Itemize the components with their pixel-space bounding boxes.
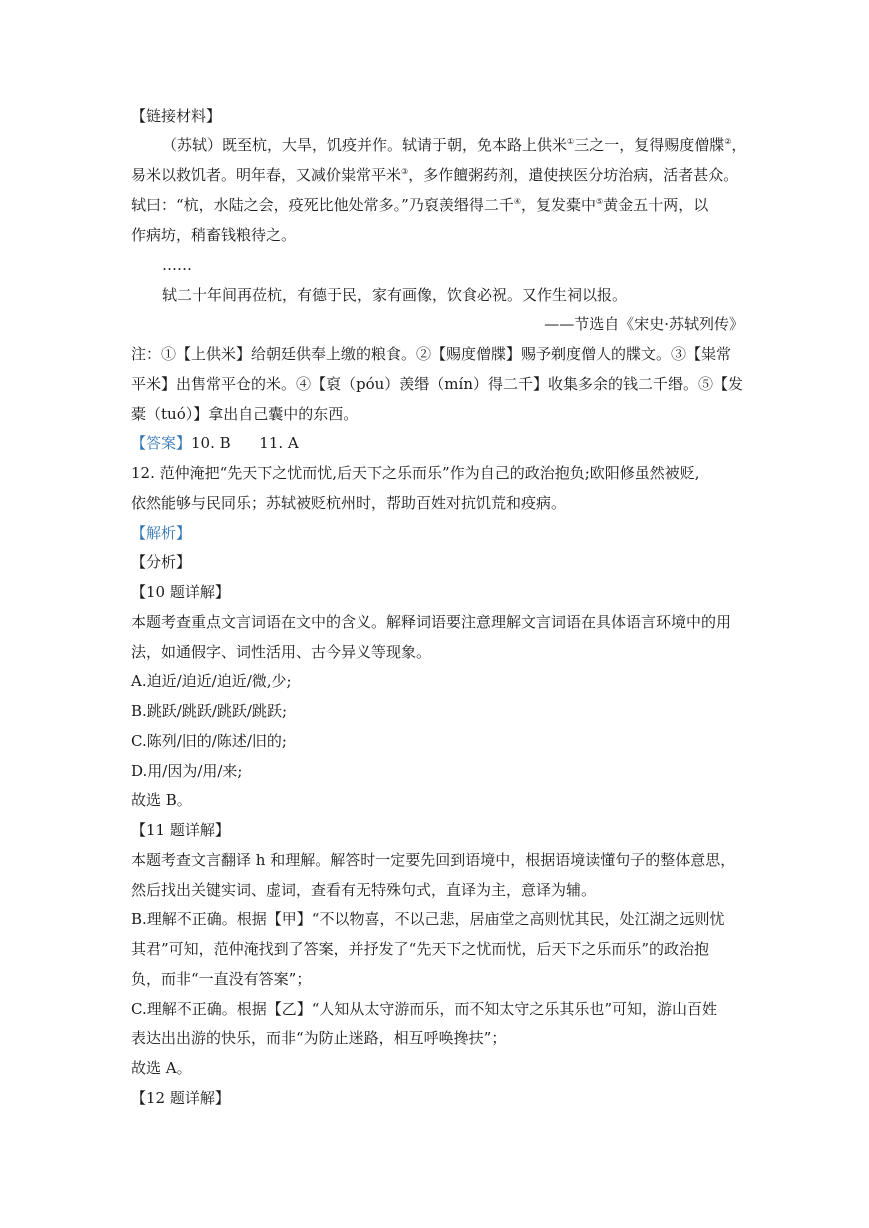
q11-conclusion: 故选 A。 (131, 1059, 192, 1077)
q11-option-b: 其君”可知，范仲淹找到了答案，并抒发了“先天下之忧而忧，后天下之乐而乐”的政治抱 (131, 940, 710, 958)
note-marker: ① (567, 137, 575, 146)
q10-explanation: 法，如通假字、词性活用、古今异义等现象。 (131, 643, 432, 661)
q10-option-c: C.陈列/旧的/陈述/旧的; (131, 732, 287, 750)
passage-line: （苏轼）既至杭，大旱，饥疫并作。轼请于朝，免本路上供米①三之一，复得赐度僧牒②， (162, 136, 747, 154)
q10-option-d: D.用/因为/用/来; (131, 762, 243, 780)
answer-q12-line: 12. 范仲淹把“先天下之忧而忧,后天下之乐而乐”作为自己的政治抱负;欧阳修虽然被贬, (131, 464, 700, 482)
ellipsis: …… (162, 256, 192, 274)
note-marker: ④ (513, 197, 522, 206)
source-citation: ——节选自《宋史·苏轼列传》 (544, 315, 744, 333)
q11-explanation: 本题考查文言翻译 h 和理解。解答时一定要先回到语境中，根据语境读懂句子的整体意思， (131, 851, 736, 869)
q10-option-b: B.跳跃/跳跃/跳跃/跳跃; (131, 702, 288, 720)
q11-option-b: B.理解不正确。根据【甲】“不以物喜，不以己悲，居庙堂之高则忧其民，处江湖之远则忧 (131, 910, 725, 928)
answer-text: 10. B 11. A (191, 434, 299, 452)
q10-heading: 【10 题详解】 (131, 583, 230, 601)
passage-line: 轼曰：“杭，水陆之会，疫死比他处常多。”乃裒羡缗得二千④，复发橐中⑤黄金五十两，以 (131, 196, 709, 214)
q11-option-b: 负，而非“一直没有答案”； (131, 970, 312, 988)
passage-line: 作病坊，稍畜钱粮待之。 (131, 226, 297, 244)
note-marker: ③ (401, 167, 409, 176)
note-marker: ② (724, 137, 732, 146)
notes-line: 平米】出售常平仓的米。④【裒（póu）羡缗（mín）得二千】收集多余的钱二千缗。⑤【发 (131, 375, 743, 393)
notes-line: 注：①【上供米】给朝廷供奉上缴的粮食。②【赐度僧牒】赐予剃度僧人的牒文。③【粜常 (131, 345, 732, 363)
passage-line: 易米以救饥者。明年春，又减价粜常平米③，多作饘粥药剂，遣使挟医分坊治病，活者甚众。 (131, 166, 739, 184)
answer-q12-line: 依然能够与民同乐；苏轼被贬杭州时，帮助百姓对抗饥荒和疫病。 (131, 494, 567, 512)
q10-conclusion: 故选 B。 (131, 791, 192, 809)
analysis-label: 【解析】 (131, 524, 192, 542)
link-material-heading: 【链接材料】 (131, 107, 222, 125)
note-marker: ⑤ (596, 197, 604, 206)
q11-explanation: 然后找出关键实词、虚词，查看有无特殊句式，直译为主，意译为辅。 (131, 881, 597, 899)
analysis-subheading: 【分析】 (131, 553, 192, 571)
q11-heading: 【11 题详解】 (131, 821, 230, 839)
q11-option-c: C.理解不正确。根据【乙】“人知从太守游而乐，而不知太守之乐其乐也”可知，游山百姓 (131, 1000, 718, 1018)
q12-heading: 【12 题详解】 (131, 1089, 230, 1107)
answer-label: 【答案】 (131, 434, 192, 452)
answer-line (131, 433, 741, 453)
q10-explanation: 本题考查重点文言词语在文中的含义。解释词语要注意理解文言词语在具体语言环境中的用 (131, 613, 732, 631)
q11-option-c: 表达出出游的快乐，而非“为防止迷路，相互呼唤搀扶”； (131, 1029, 507, 1047)
passage-line: 轼二十年间再莅杭，有德于民，家有画像，饮食必祝。又作生祠以报。 (162, 286, 628, 304)
q10-option-a: A.迫近/迫近/迫近/微,少; (131, 672, 292, 690)
notes-line: 橐（tuó）】拿出自己囊中的东西。 (131, 405, 359, 423)
